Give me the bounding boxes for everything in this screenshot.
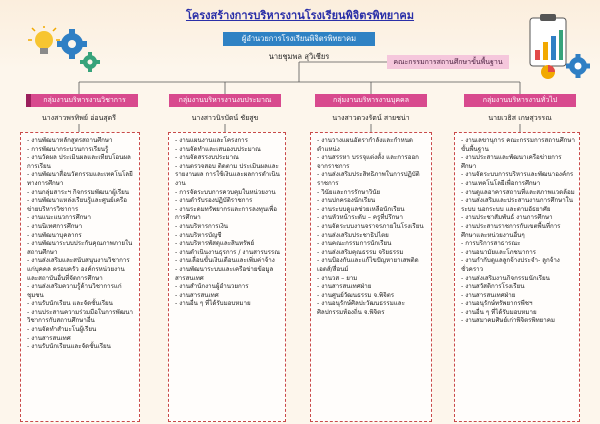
duty-item: - งานพัฒนาหลักสูตรสถานศึกษา [27,137,113,144]
duty-item: - งานรับนักเรียนและจัดชั้นเรียน [27,343,111,351]
group-head-personnel: กลุ่มงานบริหารงานบุคคล [315,94,427,107]
duty-list-personnel [310,132,432,422]
duty-item: - งานสารสนเทศฝ่าย [317,283,372,291]
duty-list-budget [168,132,286,422]
duty-item: - งานคณะกรรมการนักเรียน [317,240,392,248]
duty-item: - งานเลขานุการ คณะกรรมการสถานศึกษาขั้นพื้นฐาน [461,137,575,153]
duty-item: - งานจัดระบบการบริหารและพัฒนาองค์กร [461,171,574,179]
duty-item: - การจัดระบบการควบคุมในหน่วยงาน [175,188,276,196]
duty-item: - งานสวัสดิการโรงเรียน [461,283,525,291]
duty-item: - งานส่งเสริมประสิทธิภาพในการปฏิบัติราชการ [317,171,420,187]
group-head-academic: กลุ่มงานบริหารงานวิชาการ [26,94,138,107]
duty-item: - งานระบบดูแลช่วยเหลือนักเรียน [317,205,405,213]
duty-list-general [454,132,580,422]
duty-item: - งานศูนย์วัฒนธรรม จ.พิจิตร [317,291,395,299]
duty-item: - งานพัฒนาระบบและเครือข่ายข้อมูลสารสนเทศ [175,265,274,282]
duty-item: - งานบริหารพัสดุและสินทรัพย์ [175,240,255,248]
duty-item: - งานส่งเสริมประชาธิปไตย [317,231,389,239]
duty-item: - งานอื่น ๆ ที่ได้รับมอบหมาย [461,308,537,316]
duty-item: - งานนิเทศการศึกษา [27,222,83,230]
duty-item: - งานส่งเสริมความรู้ด้านวิชาการแก่ชุมชน [27,283,122,299]
duty-item: - งานสมาคมศิษย์เก่าพิจิตรพิทยาคม [461,317,555,325]
duty-item: - งานหัวหน้าระดับ – ครูที่ปรึกษา [317,214,403,222]
duty-item: - งานตรวจสอบ ติดตาม ประเมินผลและรายงานผล การใช้เงินและผลการดำเนินงาน [175,162,280,187]
group-lead-academic: นางสาวพรทิพย์ อ่อนสุดรี [42,114,116,122]
duty-item: - งานจัดระบบงานจราจรภายในโรงเรียน [317,222,424,230]
duty-item: - งานกลุ่มสาระฯ กิจกรรมพัฒนาผู้เรียน [27,188,130,196]
duty-item: - งานอนามัยและโภชนาการ [461,248,537,256]
duty-item: - งานพัฒนาสื่อนวัตกรรมและเทคโนโลยีทางการศึกษา [27,171,133,187]
duty-item: - งานวส – ยาม [317,274,358,282]
group-lead-budget: นางสาวนิรบัตน์ ชัยสูข [191,114,259,122]
duty-item: - งานสารสนเทศฝ่าย [461,291,516,299]
duty-item: - วินัยและการรักษาวินัย [317,188,381,196]
duty-item: - งานดำเนินงานธุรการ / งานสารบรรณ [175,248,280,256]
duty-item: - งานประสานความร่วมมือในการพัฒนาวิชาการกับสถานศึกษาอื่น [27,308,133,325]
duty-item: - งานส่งเสริมคุณธรรม จริยธรรม [317,248,404,256]
duty-item: - งานส่งเสริมงานกิจกรรมนักเรียน [461,274,550,282]
duty-item: - งานจัดทำและเสนองบประมาณ [175,145,261,153]
duty-item: - งานแนะแนวการศึกษา [27,214,91,222]
duty-item: - งานอื่น ๆ ที่ได้รับมอบหมาย [175,300,251,308]
duty-item: - งานป้องกันและแก้ไขปัญหายาเสพติดเอดส์/สื่อนม์ [317,257,419,273]
duty-item: - งานสารสนเทศ [175,291,219,299]
duty-item: - งานบริหารการเงิน [175,222,228,230]
duty-item: - งานส่งเสริมและประสานงานการศึกษาในระบบ นอกระบบ และตามอัธยาศัย [461,197,573,213]
duty-item: - งานบริหารบัญชี [175,231,222,239]
duty-item: - การพัฒนากระบวนการเรียนรู้ [27,145,109,153]
group-head-budget: กลุ่มงานบริหารงานงบประมาณ [169,94,281,107]
duty-item: - งานพัฒนาแหล่งเรียนรู้และศูนย์เครือข่ายบริหารวิชาการ [27,197,127,213]
duty-item: - การบริการสาธารณะ [461,240,521,248]
duty-item: - งานกำกับดูแลลูกจ้างประจำ- ลูกจ้างชั่วคราว [461,257,560,273]
duty-item: - งานส่งเสริมและสนับสนุนงานวิชาการแก่บุคคล ครอบครัว องค์กรหน่วยงาน และสถาบันอื่นที่จัดการศึกษา [27,257,130,282]
duty-item: - งานดูแลอาคารสถานที่และสภาพแวดล้อม [461,188,575,196]
duty-item: - งานอนุรักษ์ทรัพยากรพืชฯ [461,300,533,308]
committee-box: คณะกรรมการสถานศึกษาขั้นพื้นฐาน [387,55,509,69]
duty-item: - งานอนุรักษ์ศิลปะวัฒนธรรมและศิลปกรรมท้องถิ่น จ.พิจิตร [317,300,405,316]
duty-item: - งานวางแผนอัตรากำลังและกำหนดตำแหน่ง [317,137,413,153]
duty-item: - งานรับนักเรียน และจัดชั้นเรียน [27,300,113,308]
duty-item: - งานสรรหา บรรจุแต่งตั้ง และการออกจากราชการ [317,154,419,170]
page-title: โครงสร้างการบริหารงานโรงเรียนพิจิตรพิทยาคม [185,9,415,22]
duty-item: - งานระดมทรัพยากรและการลงทุนเพื่อการศึกษา [175,205,277,222]
duty-item: - งานจัดสรรงบประมาณ [175,154,239,162]
duty-item: - งานประชาสัมพันธ์ งานการศึกษา [461,214,553,222]
duty-item: - งานพัฒนาระบบประกันคุณภาพภายในสถานศึกษา [27,240,133,256]
duty-item: - งานสำนักงานผู้อำนวยการ [175,283,249,291]
director-position-box: ผู้อำนวยการโรงเรียนพิจิตรพิทยาคม [223,32,375,46]
duty-item: - งานดำรับรองปฏิบัติราชการ [175,197,253,205]
duty-list-academic [20,132,140,422]
duty-item: - งานจัดทำสำมะโนผู้เรียน [27,326,97,334]
duty-item: - งานเลื่อนขั้นเงินเดือนและเพิ่มค่าจ้าง [175,257,275,265]
duty-item: - งานวัดผล ประเมินผลและเทียบโอนผลการเรียน [27,154,131,170]
duty-item: - งานปกครองนักเรียน [317,197,376,205]
group-lead-personnel: นางสาวดวงรัตน์ สายชน่า [332,114,410,122]
duty-item: - งานพัฒนาบุคลากร [27,231,82,239]
duty-item: - งานเทคโนโลยีเพื่อการศึกษา [461,179,541,187]
group-lead-general: นายเวธิส เกษสุวรรณ [488,114,552,122]
duty-item: - งานประสานราชการกับเขตพื้นที่การศึกษาและหน่วยงานอื่นๆ [461,222,561,239]
duty-item: - งานประสานและพัฒนาเครือข่ายการศึกษา [461,154,562,170]
duty-item: - งานสารสนเทศ [27,334,71,342]
group-head-general: กลุ่มงานบริหารงานทั่วไป [464,94,576,107]
duty-item: - งานแผนงานและโครงการ [175,137,248,144]
director-name: นายชุมพล สุวิเชียร [268,52,330,61]
